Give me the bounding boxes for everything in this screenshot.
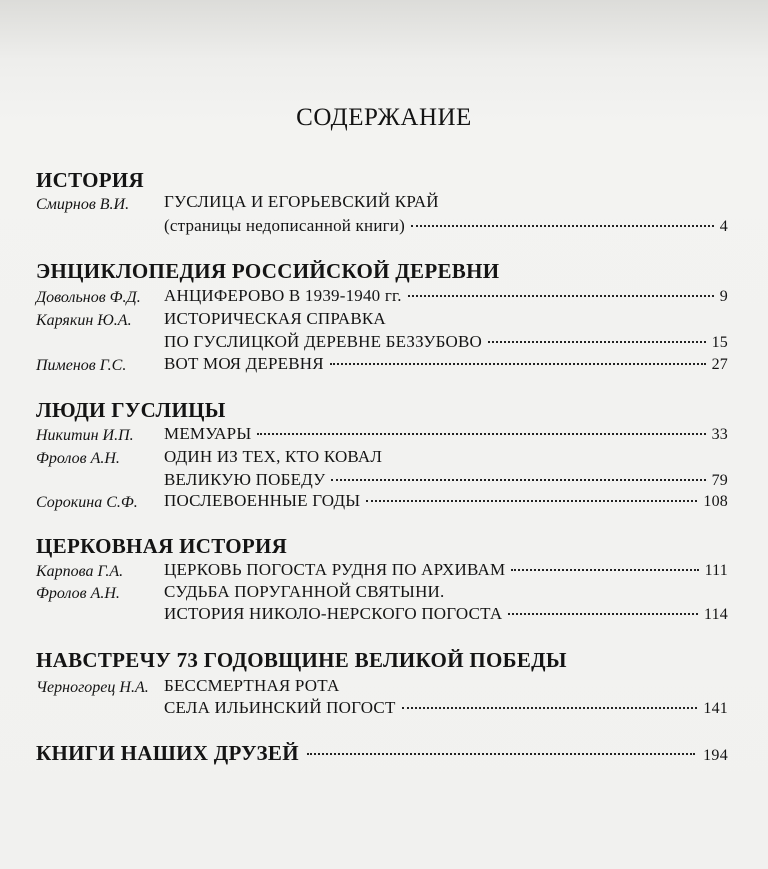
page-number: 9 [719, 288, 728, 305]
dot-leader [508, 613, 698, 615]
dot-leader [257, 433, 705, 435]
entry-title-line [164, 286, 728, 306]
entry-author: Сорокина С.Ф. [36, 494, 138, 511]
entry-title-line [164, 604, 728, 624]
entry-author: Никитин И.П. [36, 427, 134, 444]
dot-leader [330, 363, 706, 365]
section-heading-encyclopedia: ЭНЦИКЛОПЕДИЯ РОССИЙСКОЙ ДЕРЕВНИ [36, 259, 500, 283]
section-heading-people: ЛЮДИ ГУСЛИЦЫ [36, 398, 226, 422]
entry-title-line [164, 192, 728, 212]
page-number: 114 [703, 606, 728, 623]
entry-title: ГУСЛИЦА И ЕГОРЬЕВСКИЙ КРАЙ [164, 192, 439, 211]
dot-leader [408, 295, 714, 297]
section-heading-text: КНИГИ НАШИХ ДРУЗЕЙ [36, 741, 299, 765]
entry-author: Фролов А.Н. [36, 450, 120, 467]
entry-title-line [164, 216, 728, 236]
page-number: 15 [711, 334, 728, 351]
entry-title: ПО ГУСЛИЦКОЙ ДЕРЕВНЕ БЕЗЗУБОВО [164, 332, 482, 351]
section-heading-church: ЦЕРКОВНАЯ ИСТОРИЯ [36, 534, 288, 558]
page-number: 27 [711, 356, 728, 373]
entry-title: ИСТОРИЧЕСКАЯ СПРАВКА [164, 309, 386, 328]
entry-title: ИСТОРИЯ НИКОЛО-НЕРСКОГО ПОГОСТА [164, 604, 503, 623]
page-number: 79 [711, 472, 728, 489]
entry-author: Смирнов В.И. [36, 196, 130, 213]
entry-title-line [164, 332, 728, 352]
page-title: СОДЕРЖАНИЕ [296, 104, 472, 131]
entry-title: ОДИН ИЗ ТЕХ, КТО КОВАЛ [164, 447, 383, 466]
entry-author: Карякин Ю.А. [36, 312, 132, 329]
entry-author: Фролов А.Н. [36, 585, 120, 602]
entry-title: СУДЬБА ПОРУГАННОЙ СВЯТЫНИ. [164, 582, 445, 601]
dot-leader [331, 479, 705, 481]
entry-title-line [164, 309, 728, 329]
entry-title: (страницы недописанной книги) [164, 216, 405, 235]
page-number: 108 [703, 493, 728, 510]
entry-author: Карпова Г.А. [36, 563, 124, 580]
entry-title-line [164, 582, 728, 602]
entry-title: ВЕЛИКУЮ ПОБЕДУ [164, 470, 326, 489]
dot-leader [307, 753, 695, 755]
entry-author: Довольнов Ф.Д. [36, 289, 141, 306]
entry-title: ЦЕРКОВЬ ПОГОСТА РУДНЯ ПО АРХИВАМ [164, 560, 506, 579]
entry-title-line [164, 491, 728, 511]
entry-title: БЕССМЕРТНАЯ РОТА [164, 676, 340, 695]
section-heading-victory: НАВСТРЕЧУ 73 ГОДОВЩИНЕ ВЕЛИКОЙ ПОБЕДЫ [36, 648, 567, 672]
entry-title: ПОСЛЕВОЕННЫЕ ГОДЫ [164, 491, 361, 510]
page-number: 141 [703, 700, 728, 717]
entry-title-line [164, 424, 728, 444]
dot-leader [366, 500, 697, 502]
section-heading-history: ИСТОРИЯ [36, 168, 144, 192]
section-heading-books [36, 741, 728, 766]
page-number: 4 [719, 218, 728, 235]
entry-title-line [164, 676, 728, 696]
entry-title: ВОТ МОЯ ДЕРЕВНЯ [164, 354, 324, 373]
entry-title-line [164, 354, 728, 374]
entry-title: СЕЛА ИЛЬИНСКИЙ ПОГОСТ [164, 698, 396, 717]
entry-title-line [164, 560, 728, 580]
entry-author: Черногорец Н.А. [36, 679, 149, 696]
dot-leader [402, 707, 698, 709]
entry-title: АНЦИФЕРОВО В 1939-1940 гг. [164, 286, 402, 305]
dot-leader [488, 341, 706, 343]
entry-title-line [164, 470, 728, 490]
page-number: 194 [703, 747, 728, 764]
page-number: 111 [704, 562, 728, 579]
page-number: 33 [711, 426, 728, 443]
entry-title-line [164, 447, 728, 467]
entry-title-line [164, 698, 728, 718]
dot-leader [411, 225, 714, 227]
entry-title: МЕМУАРЫ [164, 424, 252, 443]
entry-author: Пименов Г.С. [36, 357, 127, 374]
dot-leader [511, 569, 698, 571]
